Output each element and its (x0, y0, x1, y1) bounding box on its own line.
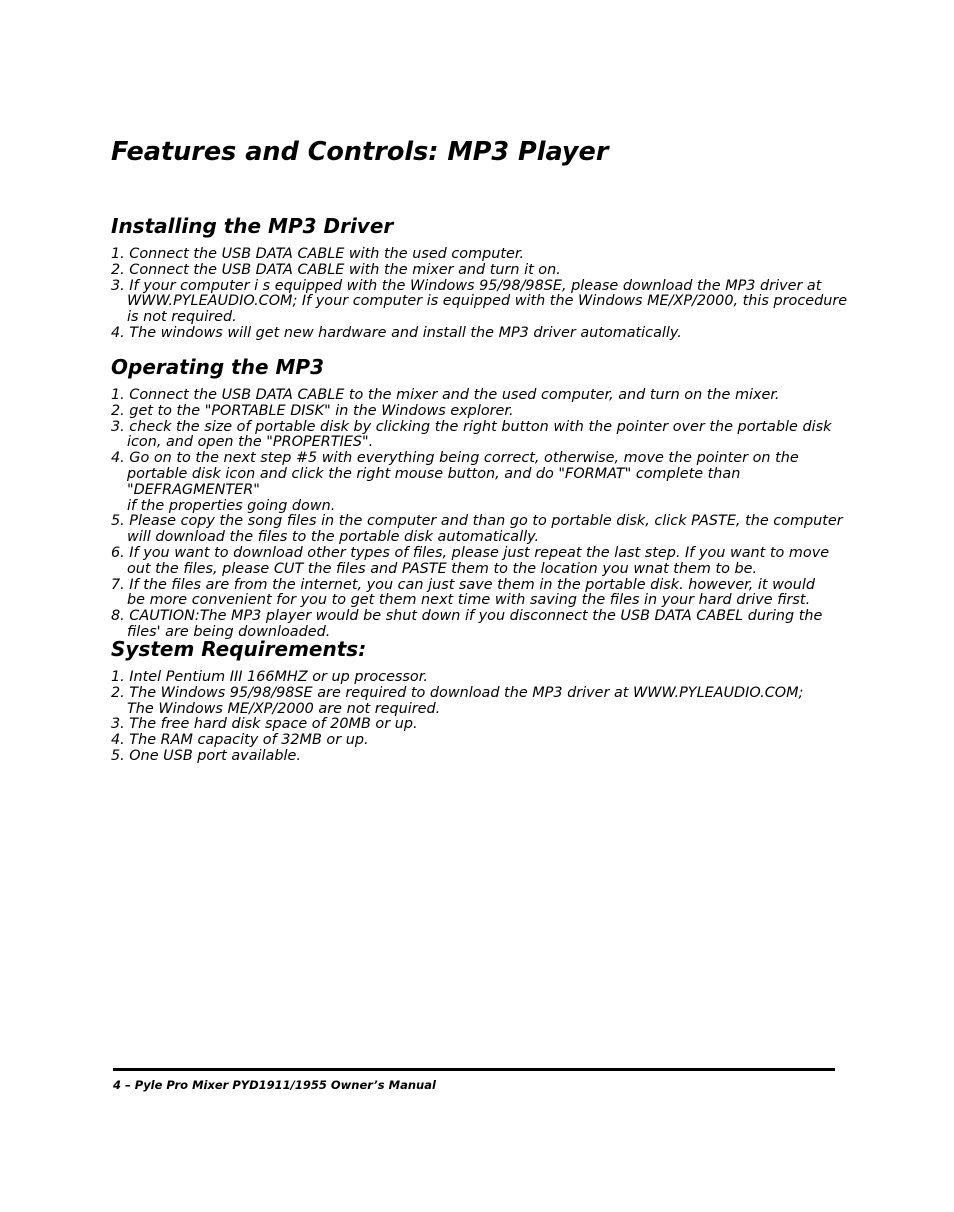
list-item: 4. The RAM capacity of 32MB or up. (111, 732, 369, 749)
section-operating-mp3 (111, 355, 851, 641)
list-item: 8. CAUTION:The MP3 player would be shut down if you disconnect the USB DATA CABEL during the files' are being downloaded. (111, 608, 823, 640)
section-heading: System Requirements: (111, 637, 367, 661)
step-list (111, 388, 851, 641)
section-system-requirements (111, 637, 851, 765)
list-item: 5. One USB port available. (111, 747, 301, 764)
list-item: 4. The windows will get new hardware and install the MP3 driver automatically. (111, 324, 682, 341)
footer-divider (113, 1068, 835, 1071)
list-item: 3. The free hard disk space of 20MB or up. (111, 716, 418, 733)
list-item: 4. Go on to the next step #5 with everything being correct, otherwise, move the pointer on the portable disk icon and click the right mouse button, and do "FORMAT" complete than "DEFRAGMENTER" if the properties going down. (111, 450, 799, 514)
list-item: 2. get to the "PORTABLE DISK" in the Windows explorer. (111, 402, 514, 419)
step-list (111, 247, 851, 342)
list-item: 1. Connect the USB DATA CABLE to the mixer and the used computer, and turn on the mixer. (111, 387, 780, 403)
section-heading: Installing the MP3 Driver (111, 214, 394, 238)
list-item: 6. If you want to download other types of files, please just repeat the last step. If you want to move out the files, please CUT the files and PASTE them to the location you wnat them to be. (111, 544, 830, 577)
list-item: 1. Intel Pentium III 166MHZ or up processor. (111, 669, 428, 685)
list-item: 3. If your computer i s equipped with the Windows 95/98/98SE, please download the MP3 driver at WWW.PYLEAUDIO.COM; If your computer is equipped with the Windows ME/XP/2000, this procedure is not required. (111, 277, 848, 326)
requirement-list (111, 670, 851, 765)
list-item: 3. check the size of portable disk by clicking the right button with the pointer over the portable disk icon, and open the "PROPERTIES". (111, 418, 832, 451)
list-item: 1. Connect the USB DATA CABLE with the used computer. (111, 246, 525, 262)
page-footer: 4 – Pyle Pro Mixer PYD1911/1955 Owner’s Manual (113, 1078, 436, 1092)
list-item: 2. The Windows 95/98/98SE are required to download the MP3 driver at WWW.PYLEAUDIO.COM; The Windows ME/XP/2000 are not required. (111, 684, 804, 717)
section-heading: Operating the MP3 (111, 355, 324, 379)
page-title: Features and Controls: MP3 Player (111, 137, 609, 167)
list-item: 2. Connect the USB DATA CABLE with the mixer and turn it on. (111, 261, 561, 278)
list-item: 5. Please copy the song files in the computer and than go to portable disk, click PASTE, the computer will download the files to the portable disk automatically. (111, 513, 843, 546)
section-installing-driver (111, 214, 851, 342)
list-item: 7. If the files are from the internet, you can just save them in the portable disk. however, it would be more convenient for you to get them next time with saving the files in your hard drive first. (111, 576, 815, 609)
